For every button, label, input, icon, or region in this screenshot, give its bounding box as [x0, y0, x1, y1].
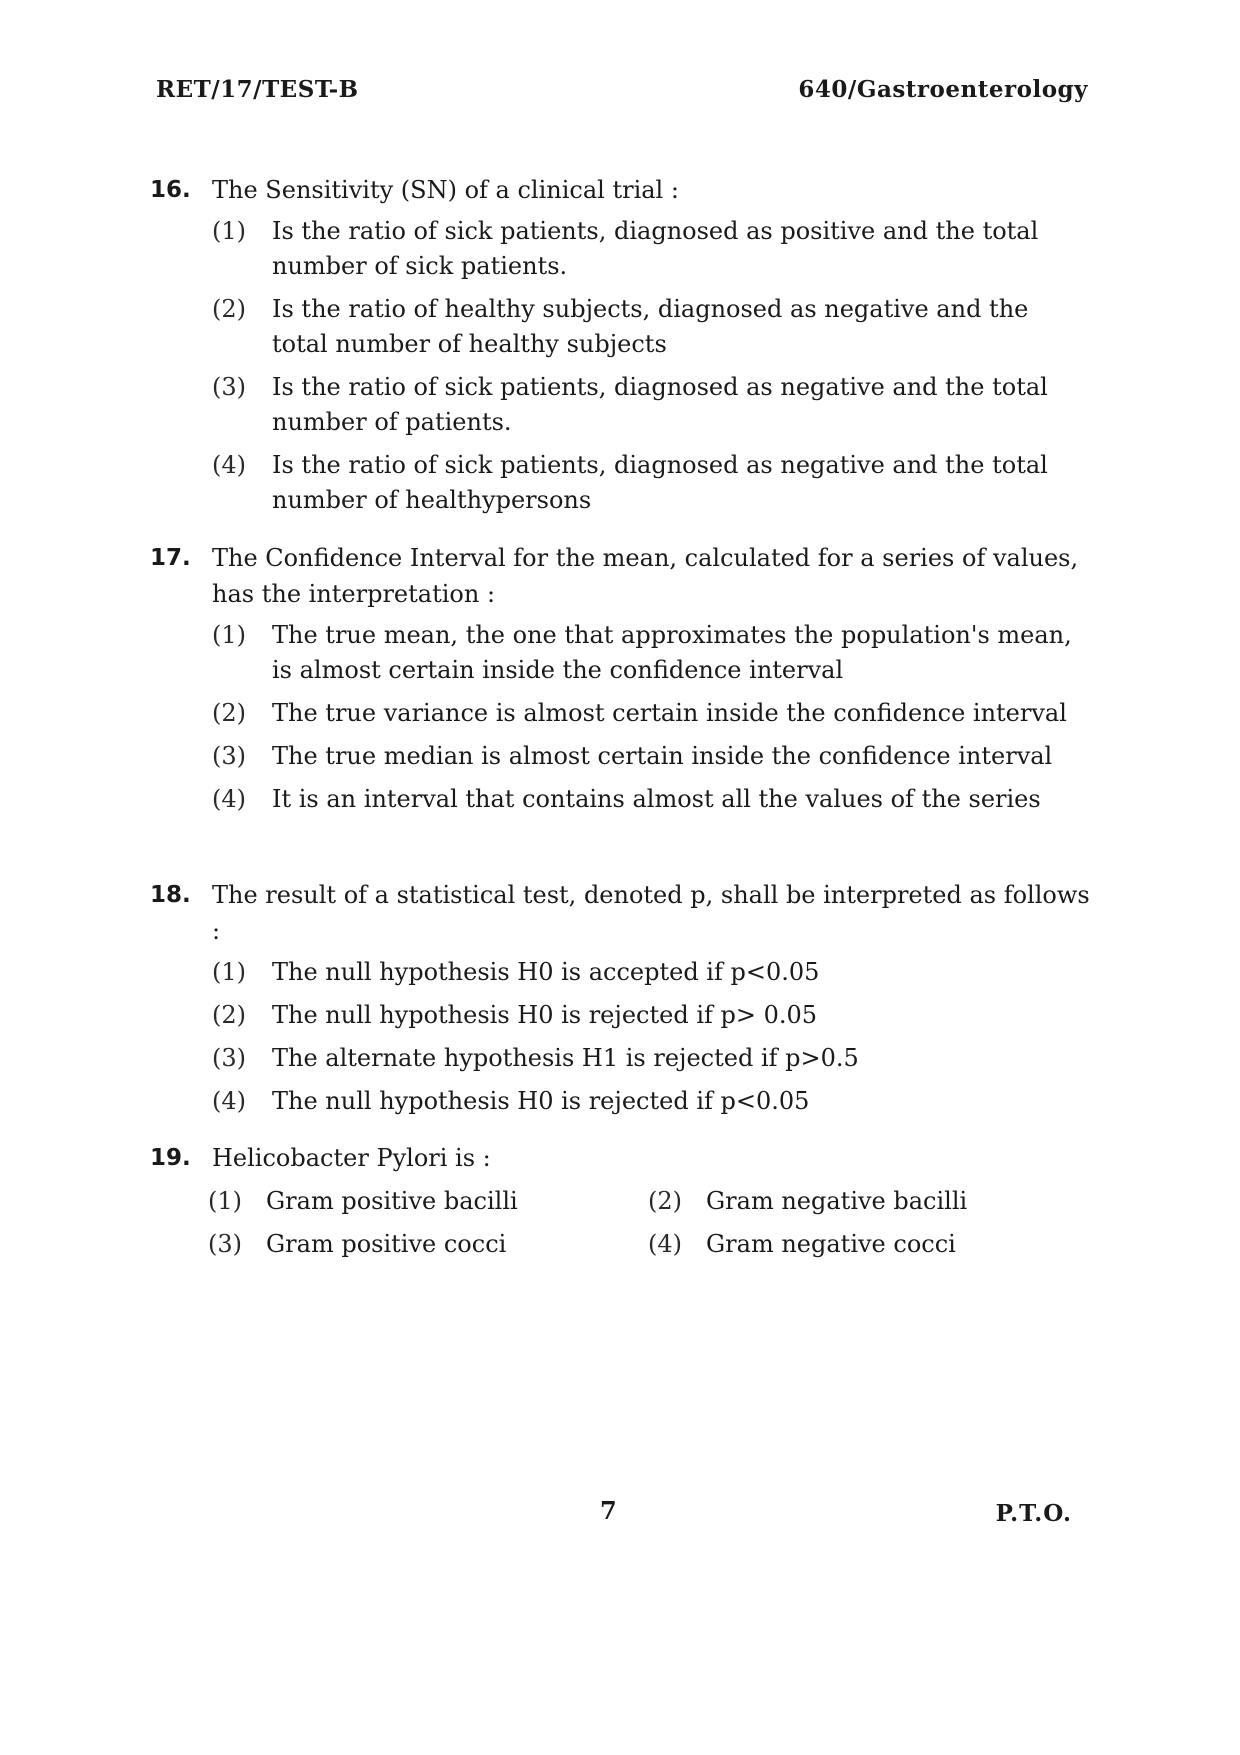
pto-label: P.T.O. — [995, 1500, 1072, 1527]
question-18 — [150, 877, 1090, 1127]
page-number: 7 — [600, 1496, 617, 1525]
option-2 — [212, 998, 1090, 1033]
options-list — [212, 618, 1090, 817]
option-number: (3) — [212, 1044, 246, 1072]
subject-title: 640/Gastroenterology — [798, 76, 1088, 103]
option-4 — [212, 1084, 1090, 1119]
option-number: (1) — [208, 1187, 242, 1215]
question-number: 19. — [150, 1145, 191, 1171]
option-3 — [212, 370, 1090, 440]
option-text: Gram negative bacilli — [706, 1187, 968, 1215]
option-number: (3) — [212, 373, 246, 401]
option-number: (4) — [212, 785, 246, 813]
option-3 — [212, 1041, 1090, 1076]
options-list — [212, 955, 1090, 1119]
option-3 — [212, 739, 1090, 774]
option-text: The true mean, the one that approximates the population's mean, is almost certain inside the confidence interval — [272, 621, 1072, 684]
option-2 — [648, 1184, 1088, 1219]
option-number: (4) — [212, 451, 246, 479]
option-4 — [212, 448, 1090, 518]
question-number: 18. — [150, 882, 191, 908]
question-text: The Confidence Interval for the mean, calculated for a series of values, has the interpretation : — [212, 544, 1079, 608]
option-4 — [212, 782, 1090, 817]
option-text: The true median is almost certain inside the confidence interval — [272, 742, 1053, 770]
option-1 — [212, 618, 1090, 688]
option-text: Is the ratio of sick patients, diagnosed as negative and the total number of patients. — [272, 373, 1048, 436]
question-16 — [150, 172, 1090, 526]
option-3 — [208, 1227, 648, 1262]
options-grid — [208, 1184, 1090, 1262]
option-text: The alternate hypothesis H1 is rejected if p>0.5 — [272, 1044, 859, 1072]
question-19 — [150, 1140, 1090, 1262]
option-number: (2) — [648, 1187, 682, 1215]
paper-code: RET/17/TEST-B — [156, 76, 359, 103]
option-number: (2) — [212, 699, 246, 727]
option-1 — [212, 214, 1090, 284]
options-list — [212, 214, 1090, 518]
question-text: The result of a statistical test, denoted p, shall be interpreted as follows : — [212, 881, 1090, 945]
option-number: (1) — [212, 958, 246, 986]
option-text: It is an interval that contains almost all the values of the series — [272, 785, 1041, 813]
question-number: 16. — [150, 177, 191, 203]
option-text: Is the ratio of sick patients, diagnosed as negative and the total number of healthypersons — [272, 451, 1048, 514]
option-number: (4) — [648, 1230, 682, 1258]
option-4 — [648, 1227, 1088, 1262]
option-number: (1) — [212, 621, 246, 649]
question-17 — [150, 540, 1090, 825]
question-number: 17. — [150, 545, 191, 571]
option-text: The true variance is almost certain inside the confidence interval — [272, 699, 1067, 727]
option-text: Is the ratio of healthy subjects, diagnosed as negative and the total number of healthy subjects — [272, 295, 1029, 358]
option-text: Is the ratio of sick patients, diagnosed as positive and the total number of sick patients. — [272, 217, 1039, 280]
option-1 — [208, 1184, 648, 1219]
option-number: (4) — [212, 1087, 246, 1115]
option-number: (2) — [212, 295, 246, 323]
option-text: The null hypothesis H0 is accepted if p<0.05 — [272, 958, 820, 986]
option-2 — [212, 292, 1090, 362]
option-text: Gram negative cocci — [706, 1230, 956, 1258]
question-text: The Sensitivity (SN) of a clinical trial : — [212, 176, 679, 204]
option-number: (3) — [208, 1230, 242, 1258]
question-text: Helicobacter Pylori is : — [212, 1144, 491, 1172]
option-number: (2) — [212, 1001, 246, 1029]
option-text: Gram positive cocci — [266, 1230, 507, 1258]
option-number: (1) — [212, 217, 246, 245]
option-text: Gram positive bacilli — [266, 1187, 518, 1215]
option-2 — [212, 696, 1090, 731]
option-number: (3) — [212, 742, 246, 770]
option-text: The null hypothesis H0 is rejected if p> 0.05 — [272, 1001, 818, 1029]
option-1 — [212, 955, 1090, 990]
option-text: The null hypothesis H0 is rejected if p<0.05 — [272, 1087, 810, 1115]
